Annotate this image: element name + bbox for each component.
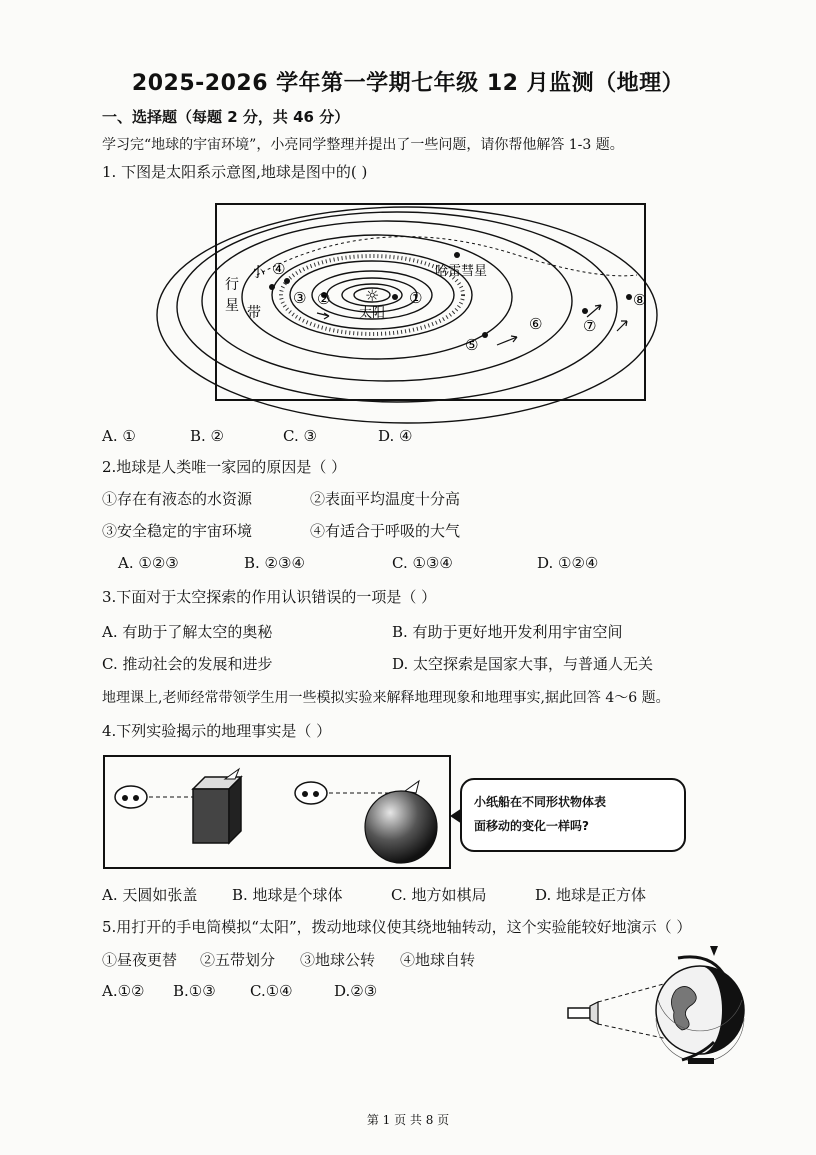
marker-1: ①	[409, 289, 423, 307]
q5-option-d[interactable]: D.②③	[334, 982, 378, 1000]
q2-statement-2: ②表面平均温度十分高	[310, 490, 461, 508]
q2-option-a[interactable]: A. ①②③	[118, 554, 179, 572]
q3-option-a[interactable]: A. 有助于了解太空的奥秘	[102, 623, 273, 641]
marker-4: ④	[272, 260, 286, 278]
q2-option-c[interactable]: C. ①③④	[392, 554, 453, 572]
q5-stem: 5.用打开的手电筒模拟“太阳”，拨动地球仪使其绕地轴转动，这个实验能较好地演示（ ）	[102, 918, 692, 936]
marker-8: ⑧	[633, 291, 647, 309]
q5-option-b[interactable]: B.①③	[173, 982, 216, 1000]
section-heading: 一、选择题（每题 2 分，共 46 分）	[102, 108, 350, 126]
q5-option-c[interactable]: C.①④	[250, 982, 293, 1000]
marker-7: ⑦	[583, 317, 597, 335]
q4-option-d[interactable]: D. 地球是正方体	[535, 886, 647, 904]
eye-icon-left	[115, 786, 147, 808]
q1-option-d[interactable]: D. ④	[378, 427, 413, 445]
bubble-line-1: 小纸船在不同形状物体表	[474, 795, 607, 809]
eye-icon-right	[295, 782, 327, 804]
experiment-diagram	[105, 757, 449, 867]
sun-label: 太阳	[359, 306, 386, 321]
speech-bubble	[460, 778, 686, 852]
q1-option-c[interactable]: C. ③	[283, 427, 317, 445]
intro-text-2: 地理课上,老师经常带领学生用一些模拟实验来解释地理现象和地理事实,据此回答 4～6 题。	[102, 690, 670, 706]
orbit-outer-3	[177, 212, 617, 402]
asteroid-label-4: 带	[247, 305, 261, 321]
solar-system-diagram	[217, 205, 647, 399]
asteroid-label-2: 星	[225, 298, 239, 314]
flashlight-icon	[568, 1002, 598, 1024]
q5-statement-3: ③地球公转	[300, 951, 376, 969]
page-footer: 第 1 页 共 8 页	[366, 1113, 450, 1127]
experiment-figure	[103, 755, 451, 869]
q2-option-b[interactable]: B. ②③④	[244, 554, 305, 572]
q4-option-a[interactable]: A. 天圆如张盖	[102, 886, 198, 904]
q1-option-b[interactable]: B. ②	[190, 427, 225, 445]
q4-option-b[interactable]: B. 地球是个球体	[232, 886, 343, 904]
q5-option-a[interactable]: A.①②	[102, 982, 145, 1000]
intro-text-1: 学习完“地球的宇宙环境”，小亮同学整理并提出了一些问题，请你帮他解答 1-3 题。	[102, 137, 624, 153]
sun-icon: ☼	[365, 286, 380, 305]
q2-stem: 2.地球是人类唯一家园的原因是（ ）	[102, 458, 347, 476]
solar-system-figure	[215, 203, 646, 401]
q3-option-d[interactable]: D. 太空探索是国家大事，与普通人无关	[392, 655, 654, 673]
q2-statement-4: ④有适合于呼吸的大气	[310, 522, 461, 540]
page-title: 2025-2026 学年第一学期七年级 12 月监测（地理）	[131, 71, 685, 96]
globe-icon	[656, 946, 744, 1064]
q4-stem: 4.下列实验揭示的地理事实是（ ）	[102, 722, 332, 740]
q1-stem: 1. 下图是太阳系示意图,地球是图中的( )	[102, 163, 368, 181]
q5-statement-4: ④地球自转	[400, 951, 476, 969]
q5-statement-1: ①昼夜更替	[102, 951, 178, 969]
q5-statement-2: ②五带划分	[200, 951, 276, 969]
q2-statement-3: ③安全稳定的宇宙环境	[102, 522, 253, 540]
q3-option-b[interactable]: B. 有助于更好地开发利用宇宙空间	[392, 623, 623, 641]
marker-5: ⑤	[465, 336, 479, 354]
q2-statement-1: ①存在有液态的水资源	[102, 490, 253, 508]
q3-option-c[interactable]: C. 推动社会的发展和进步	[102, 655, 273, 673]
flashlight-globe-figure	[560, 940, 760, 1070]
marker-6: ⑥	[529, 315, 543, 333]
asteroid-label-1: 行	[225, 277, 239, 293]
orbit-outer-2	[202, 221, 572, 381]
sphere-icon	[365, 781, 437, 863]
cube-icon	[193, 769, 241, 843]
bubble-line-2: 面移动的变化一样吗?	[474, 819, 589, 833]
q3-stem: 3.下面对于太空探索的作用认识错误的一项是（ ）	[102, 588, 437, 606]
q1-option-a[interactable]: A. ①	[102, 427, 136, 445]
q4-option-c[interactable]: C. 地方如棋局	[391, 886, 487, 904]
comet-label: 哈雷彗星	[435, 264, 488, 279]
marker-2: ②	[317, 290, 331, 308]
marker-3: ③	[293, 289, 307, 307]
asteroid-label-3: 小	[251, 265, 265, 281]
q2-option-d[interactable]: D. ①②④	[537, 554, 599, 572]
